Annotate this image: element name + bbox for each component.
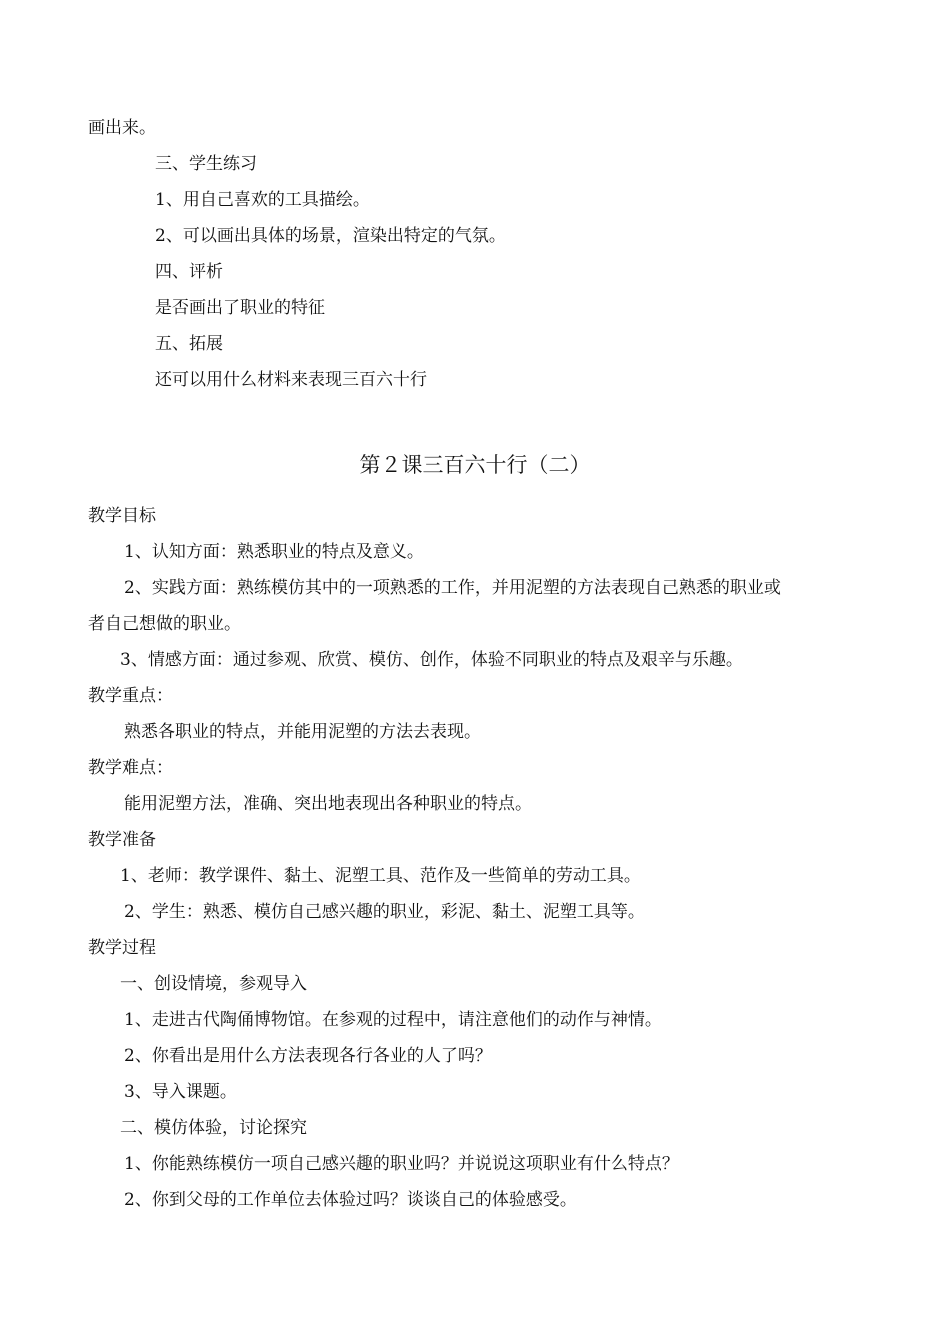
practice-item-2: 2、可以画出具体的场景，渲染出特定的气氛。	[155, 226, 506, 246]
extend-text: 还可以用什么材料来表现三百六十行	[155, 370, 427, 390]
preparation-students: 2、学生：熟悉、模仿自己感兴趣的职业，彩泥、黏土、泥塑工具等。	[124, 902, 645, 922]
key-points-text: 熟悉各职业的特点，并能用泥塑的方法去表现。	[124, 722, 481, 742]
extend-heading: 五、拓展	[155, 334, 223, 354]
objectives-heading: 教学目标	[88, 506, 156, 526]
practice-heading: 三、学生练习	[155, 154, 257, 174]
preparation-teacher: 1、老师：教学课件、黏土、泥塑工具、范作及一些简单的劳动工具。	[120, 866, 641, 886]
process-heading: 教学过程	[88, 938, 156, 958]
step-2-item-2: 2、你到父母的工作单位去体验过吗？谈谈自己的体验感受。	[124, 1190, 577, 1210]
key-points-heading: 教学重点：	[88, 686, 173, 706]
objective-2-line-2: 者自己想做的职业。	[88, 614, 241, 634]
review-text: 是否画出了职业的特征	[155, 298, 325, 318]
objective-2-line-1: 2、实践方面：熟练模仿其中的一项熟悉的工作，并用泥塑的方法表现自己熟悉的职业或	[124, 578, 781, 598]
step-1-item-3: 3、导入课题。	[124, 1082, 237, 1102]
step-1-heading: 一、创设情境，参观导入	[120, 974, 307, 994]
step-2-item-1: 1、你能熟练模仿一项自己感兴趣的职业吗？并说说这项职业有什么特点？	[124, 1154, 679, 1174]
continuation-line: 画出来。	[88, 118, 156, 138]
preparation-heading: 教学准备	[88, 830, 156, 850]
practice-item-1: 1、用自己喜欢的工具描绘。	[155, 190, 370, 210]
step-2-heading: 二、模仿体验，讨论探究	[120, 1118, 307, 1138]
step-1-item-2: 2、你看出是用什么方法表现各行各业的人了吗？	[124, 1046, 492, 1066]
difficulties-text: 能用泥塑方法，准确、突出地表现出各种职业的特点。	[124, 794, 532, 814]
lesson-title: 第２课三百六十行（二）	[359, 453, 591, 477]
step-1-item-1: 1、走进古代陶俑博物馆。在参观的过程中，请注意他们的动作与神情。	[124, 1010, 662, 1030]
objective-3: 3、情感方面：通过参观、欣赏、模仿、创作，体验不同职业的特点及艰辛与乐趣。	[120, 650, 743, 670]
difficulties-heading: 教学难点：	[88, 758, 173, 778]
review-heading: 四、评析	[155, 262, 223, 282]
objective-1: 1、认知方面：熟悉职业的特点及意义。	[124, 542, 424, 562]
